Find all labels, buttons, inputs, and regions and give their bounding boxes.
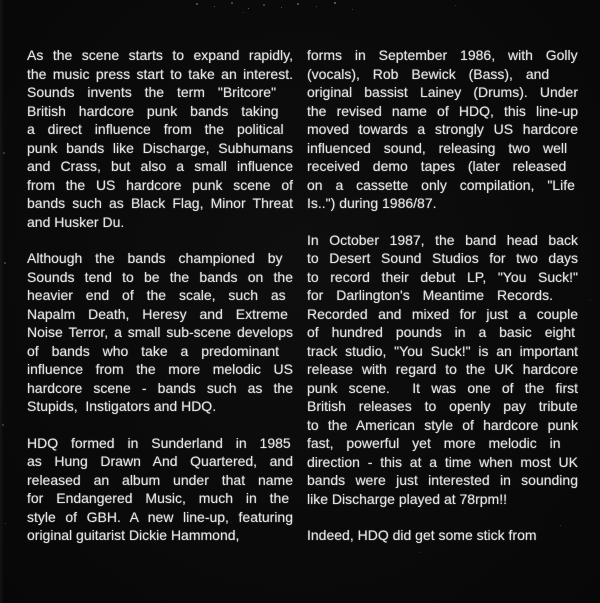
text-line: fast, powerful yet more melodic in xyxy=(307,435,561,451)
right-text-column xyxy=(307,46,578,563)
text-line: of bands who take a predominant xyxy=(27,342,280,359)
text-line: of hundred pounds in a basic eight xyxy=(307,324,576,340)
text-line: Is..") during 1986/87. xyxy=(307,195,437,211)
text-line: punk bands like Discharge, Subhumans xyxy=(27,139,293,156)
text-line: to Desert Sound Studios for two days xyxy=(307,250,578,266)
paragraph xyxy=(27,249,293,416)
scan-dust-speck xyxy=(281,7,282,8)
text-line: like Discharge played at 78rpm!! xyxy=(307,490,507,507)
scan-dust-speck xyxy=(334,2,336,4)
text-line: bands were just interested in sounding xyxy=(307,472,578,488)
text-line: received demo tapes (later released xyxy=(307,158,567,174)
text-line: the revised name of HDQ, this line-up xyxy=(307,102,578,119)
scan-dust-speck xyxy=(263,4,265,6)
scan-dust-speck xyxy=(231,2,233,4)
text-line: the music press start to take an interest. xyxy=(27,65,293,82)
text-line: for Endangered Music, much in the xyxy=(27,490,290,506)
text-line: original guitarist Dickie Hammond, xyxy=(27,527,240,543)
text-line: British hardcore punk bands taking xyxy=(27,102,279,119)
scan-dust-speck xyxy=(455,5,456,6)
scan-dust-speck xyxy=(214,6,215,7)
text-line: and Crass, but also a small influence xyxy=(27,158,293,174)
text-line: forms in September 1986, with Golly xyxy=(307,47,578,63)
text-line: track studio, "You Suck!" is an important xyxy=(307,342,578,359)
text-line: heavier end of the scale, such as xyxy=(27,287,286,303)
scan-edge-sheen xyxy=(0,0,4,603)
scan-dust-speck xyxy=(4,262,6,264)
text-line: punk scene. It was one of the first xyxy=(307,379,578,396)
scan-dust-speck xyxy=(316,6,317,7)
scan-dust-speck xyxy=(243,12,244,13)
text-line: Recorded and mixed for just a couple xyxy=(307,305,578,322)
text-line: a direct influence from the political xyxy=(27,121,284,137)
text-line: on a cassette only compilation, "Life xyxy=(307,176,575,193)
text-line: In October 1987, the band head back xyxy=(307,231,578,248)
paragraph xyxy=(307,46,578,213)
text-line: original bassist Lainey (Drums). Under xyxy=(307,84,578,100)
scan-dust-speck xyxy=(5,523,6,524)
paragraph xyxy=(307,526,578,545)
text-line: Sounds tend to be the bands on the xyxy=(27,268,293,285)
text-line: influence from the more melodic US xyxy=(27,361,293,377)
scan-dust-speck xyxy=(352,9,353,10)
text-line: HDQ formed in Sunderland in 1985 xyxy=(27,434,291,451)
text-line: release with regard to the UK hardcore xyxy=(307,361,578,377)
text-line: As the scene starts to expand rapidly, xyxy=(27,47,293,63)
text-line: (vocals), Rob Bewick (Bass), and xyxy=(307,65,550,82)
text-line: influenced sound, releasing two well xyxy=(307,139,568,156)
text-line: Sounds invents the term "Britcore" xyxy=(27,84,277,100)
text-line: from the US hardcore punk scene of xyxy=(27,176,293,193)
text-line: style of GBH. A new line-up, featuring xyxy=(27,508,293,525)
text-line: moved towards a strongly US hardcore xyxy=(307,121,578,137)
scan-dust-speck xyxy=(248,8,249,9)
paragraph xyxy=(27,434,293,545)
left-text-column xyxy=(27,46,293,563)
scan-dust-speck xyxy=(297,3,299,5)
text-line: as Hung Drawn And Quartered, and xyxy=(27,453,293,469)
text-line: for Darlington's Meantime Records. xyxy=(307,287,553,303)
text-line: bands such as Black Flag, Minor Threat xyxy=(27,195,293,211)
paragraph xyxy=(307,231,578,509)
text-line: hardcore scene - bands such as the xyxy=(27,379,293,396)
text-line: and Husker Du. xyxy=(27,213,125,230)
text-line: Indeed, HDQ did get some stick from xyxy=(307,527,537,543)
text-line: Stupids, Instigators and HDQ. xyxy=(27,398,217,414)
scan-dust-speck xyxy=(590,300,591,301)
text-line: Noise Terror, a small sub-scene develops xyxy=(27,324,293,340)
text-line: released an album under that name xyxy=(27,471,293,488)
text-line: to the American style of hardcore punk xyxy=(307,416,578,433)
paragraph xyxy=(27,46,293,231)
text-line: to record their debut LP, "You Suck!" xyxy=(307,268,578,285)
text-line: Although the bands championed by xyxy=(27,250,283,266)
text-line: direction - this at a time when most UK xyxy=(307,453,578,470)
text-line: British releases to openly pay tribute xyxy=(307,398,578,414)
text-line: Napalm Death, Heresy and Extreme xyxy=(27,305,288,322)
scan-dust-speck xyxy=(196,3,198,5)
